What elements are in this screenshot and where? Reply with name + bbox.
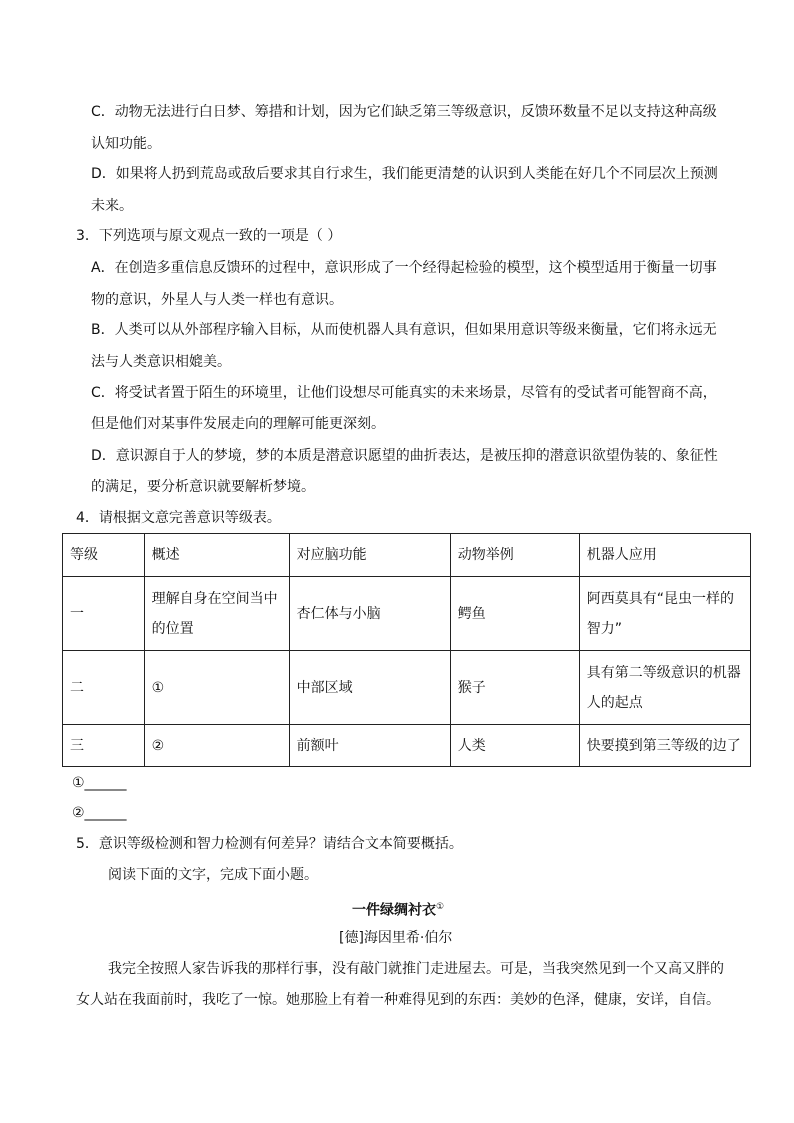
cell-brain: 前额叶	[289, 725, 450, 767]
passage-author: [德]海因里希·伯尔	[339, 930, 453, 946]
header-level: 等级	[63, 534, 145, 577]
q3-option-b-line1: B．人类可以从外部程序输入目标，从而使机器人具有意识，但如果用意识等级来衡量，它们将永远无	[91, 322, 717, 338]
q2-option-d-line2: 未来。	[91, 198, 133, 214]
table-row	[63, 577, 751, 651]
cell-summary: 理解自身在空间当中 的位置	[144, 577, 289, 651]
answer-blank-1: ①______	[72, 775, 127, 791]
q3-option-d-line1: D．意识源自于人的梦境，梦的本质是潜意识愿望的曲折表达，是被压抑的潜意识欲望伪装的、象征性	[91, 448, 718, 464]
cell-level: 二	[63, 651, 145, 725]
passage-title: 一件绿绸衬衣①	[352, 902, 445, 919]
q2-option-c-line1: C．动物无法进行白日梦、筹措和计划，因为它们缺乏第三等级意识，反馈环数量不足以支持这种高级	[91, 104, 717, 120]
passage-para-line1: 我完全按照人家告诉我的那样行事，没有敲门就推门走进屋去。可是，当我突然见到一个又高又胖的	[108, 961, 724, 977]
answer-blank-2: ②______	[72, 805, 127, 821]
cell-animal: 鳄鱼	[450, 577, 579, 651]
q3-option-d-line2: 的满足，要分析意识就要解析梦境。	[91, 479, 315, 495]
q3-option-c-line1: C．将受试者置于陌生的环境里，让他们设想尽可能真实的未来场景，尽管有的受试者可能智商不高，	[91, 385, 717, 401]
q3-stem: 3．下列选项与原文观点一致的一项是（ ）	[76, 228, 342, 244]
cell-robot: 具有第二等级意识的机器 人的起点	[579, 651, 750, 725]
header-robot-application: 机器人应用	[579, 534, 750, 577]
cell-animal: 人类	[450, 725, 579, 767]
passage-para-line2: 女人站在我面前时，我吃了一惊。她那脸上有着一种难得见到的东西：美妙的色泽，健康，安详，自信。	[76, 992, 720, 1008]
reading-instruction: 阅读下面的文字，完成下面小题。	[108, 867, 318, 883]
header-summary: 概述	[144, 534, 289, 577]
cell-brain: 中部区域	[289, 651, 450, 725]
q3-option-b-line2: 法与人类意识相媲美。	[91, 354, 231, 370]
q2-option-c-line2: 认知功能。	[91, 136, 161, 152]
cell-brain: 杏仁体与小脑	[289, 577, 450, 651]
table-row	[63, 725, 751, 767]
q4-stem: 4．请根据文意完善意识等级表。	[76, 510, 281, 526]
q3-option-a-line2: 物的意识，外星人与人类一样也有意识。	[91, 292, 343, 308]
cell-robot: 快要摸到第三等级的边了	[579, 725, 750, 767]
cell-level: 三	[63, 725, 145, 767]
table-row	[63, 651, 751, 725]
cell-summary-blank-2: ②	[144, 725, 289, 767]
q5-stem: 5．意识等级检测和智力检测有何差异？请结合文本简要概括。	[76, 836, 463, 852]
cell-animal: 猴子	[450, 651, 579, 725]
consciousness-level-table	[62, 533, 751, 767]
table-header-row	[63, 534, 751, 577]
q3-option-a-line1: A．在创造多重信息反馈环的过程中，意识形成了一个经得起检验的模型，这个模型适用于衡量一切事	[91, 260, 717, 276]
q2-option-d-line1: D．如果将人扔到荒岛或敌后要求其自行求生，我们能更清楚的认识到人类能在好几个不同层次上预测	[91, 166, 718, 182]
cell-summary-blank-1: ①	[144, 651, 289, 725]
cell-robot: 阿西莫具有“昆虫一样的 智力”	[579, 577, 750, 651]
header-animal-example: 动物举例	[450, 534, 579, 577]
title-footnote-mark: ①	[436, 902, 445, 912]
cell-level: 一	[63, 577, 145, 651]
q3-option-c-line2: 但是他们对某事件发展走向的理解可能更深刻。	[91, 416, 385, 432]
header-brain-function: 对应脑功能	[289, 534, 450, 577]
